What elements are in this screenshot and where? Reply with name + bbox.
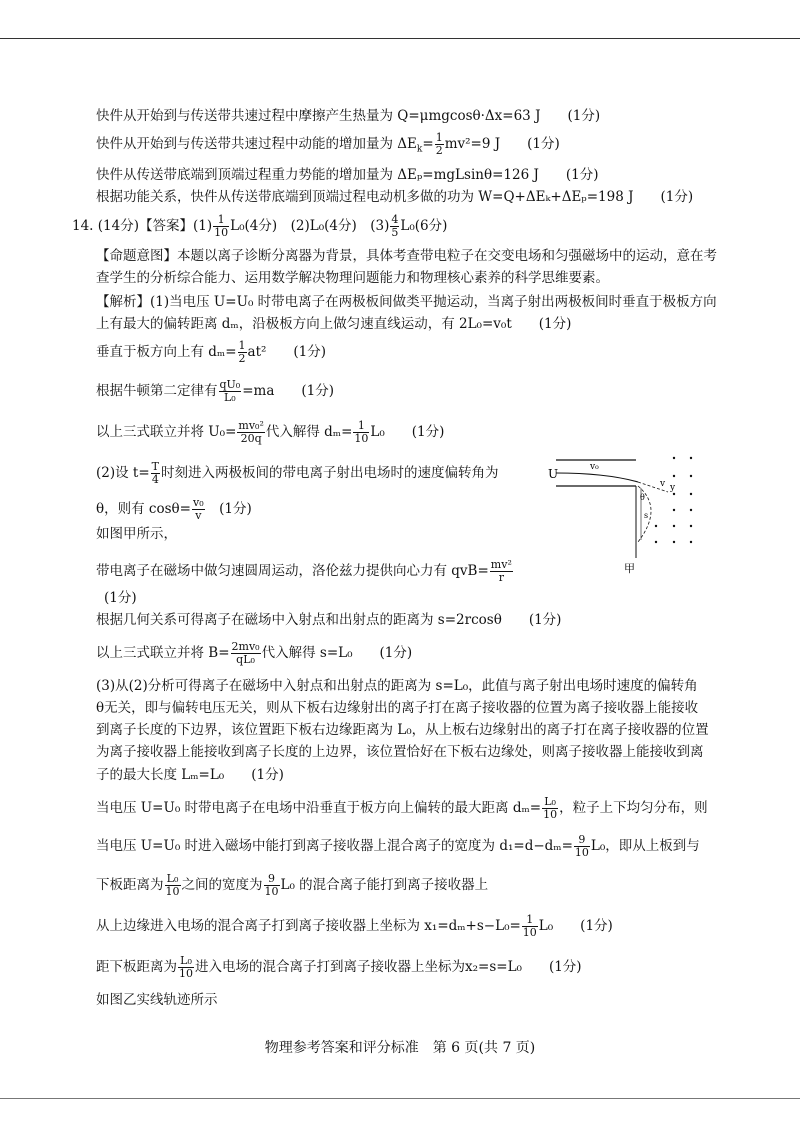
analysis-line: 到离子长度的下边界，该位置距下板右边缘距离为 L₀，从上板右边缘射出的离子打在离子接收器的位置 bbox=[96, 722, 709, 738]
page-footer: 物理参考答案和评分标准 第 6 页(共 7 页) bbox=[264, 1040, 536, 1056]
analysis-line: 根据牛顿第二定律有 $\frac{\text{qU₀}}{\text{L₀}}$ =ma (1分) bbox=[96, 378, 335, 404]
fraction: $\frac{\text{mv²}}{r}$ bbox=[490, 558, 512, 584]
answer-line: 根据功能关系，快件从传送带底端到顶端过程电动机多做的功为 W=Q+ΔEₖ+ΔEₚ=198 J (1分) bbox=[96, 189, 694, 205]
theta-label: θ bbox=[640, 493, 645, 502]
figure-caption: 甲 bbox=[624, 562, 635, 575]
magnetic-field-dots bbox=[655, 457, 692, 543]
top-rule bbox=[0, 38, 800, 39]
answer-line: 快件从开始到与传送带共速过程中摩擦产生热量为 Q=μmgcosθ·Δx=63 J (1分) bbox=[96, 108, 601, 124]
fraction: $\frac{1}{10}$ bbox=[522, 913, 537, 939]
analysis-line: (1分) bbox=[104, 590, 137, 606]
v-label: v bbox=[660, 479, 666, 489]
analysis-line: 子的最大长度 Lₘ=L₀ (1分) bbox=[96, 767, 284, 783]
analysis-line: 以上三式联立并将 U₀= $\frac{\text{mv₀²}}{20q}$ 代入解得 dₘ= $\frac{1}{10}$ L₀ (1分) bbox=[96, 419, 445, 445]
fraction: $\frac{1}{2}$ bbox=[238, 339, 246, 365]
analysis-line: 下板距离为 $\frac{\text{L₀}}{10}$ 之间的宽度为 $\frac{9}{10}$ L₀ 的混合离子能打到离子接收器上 bbox=[96, 872, 489, 898]
analysis-line: 根据几何关系可得离子在磁场中入射点和出射点的距离为 s=2rcosθ (1分) bbox=[96, 612, 562, 628]
analysis-line: 【解析】(1)当电压 U=U₀ 时带电离子在两极板间做类平抛运动，当离子射出两极板间时垂直于极板方向 bbox=[96, 294, 717, 310]
analysis-line: 如图甲所示， bbox=[96, 526, 177, 542]
fraction: $\frac{9}{10}$ bbox=[264, 872, 279, 898]
analysis-line: 垂直于板方向上有 dₘ= $\frac{1}{2}$ at² (1分) bbox=[96, 339, 327, 365]
intent-line: 【命题意图】本题以离子诊断分离器为背景，具体考查带电粒子在交变电场和匀强磁场中的运动，意在考 bbox=[96, 248, 717, 264]
ion-trajectory bbox=[556, 473, 638, 482]
fraction: $\frac{\text{qU₀}}{\text{L₀}}$ bbox=[219, 378, 241, 404]
fraction: $\frac{\text{mv₀²}}{20q}$ bbox=[238, 419, 264, 445]
analysis-line: 以上三式联立并将 B= $\frac{\text{2mv₀}}{\text{qL₀}}$ 代入解得 s=L₀ (1分) bbox=[96, 640, 413, 666]
answer-line: 快件从开始到与传送带共速过程中动能的增加量为 $\Delta E_k=$ $\frac{1}{2}$ mv²=9 J (1分) bbox=[96, 131, 560, 157]
analysis-line: 当电压 U=U₀ 时进入磁场中能打到离子接收器上混合离子的宽度为 d₁=d−dₘ= $\frac{9}{10}$ L₀，即从上板到与 bbox=[96, 833, 700, 859]
v0-label: v₀ bbox=[590, 462, 599, 472]
s-label: s bbox=[644, 511, 649, 520]
analysis-line: (2)设 t= $\frac{T}{4}$ 时刻进入两极板间的带电离子射出电场时的速度偏转角为 bbox=[96, 460, 499, 486]
fraction: $\frac{1}{10}$ bbox=[354, 419, 369, 445]
intent-line: 查学生的分析综合能力、运用数学解决物理问题能力和物理核心素养的科学思维要素。 bbox=[96, 270, 609, 286]
fraction: $\frac{4}{5}$ bbox=[391, 213, 399, 239]
u-label: U bbox=[548, 467, 559, 481]
analysis-line: 从上边缘进入电场的混合离子打到离子接收器上坐标为 x₁=dₘ+s−L₀= $\frac{1}{10}$ L₀ (1分) bbox=[96, 913, 613, 939]
question-answer-line: 14. (14分)【答案】(1) $\frac{1}{10}$ L₀(4分) (2)L₀(4分) (3) $\frac{4}{5}$ L₀(6分) bbox=[72, 213, 448, 239]
analysis-line: (3)从(2)分析可得离子在磁场中入射点和出射点的距离为 s=L₀，此值与离子射出电场时速度的偏转角 bbox=[96, 678, 698, 694]
fraction: $\frac{9}{10}$ bbox=[574, 833, 589, 859]
figure-jia bbox=[546, 446, 706, 576]
analysis-line: θ，则有 cosθ= $\frac{\text{v₀}}{v}$ (1分) bbox=[96, 496, 252, 522]
analysis-line: 为离子接收器上能接收到离子长度的上边界，该位置恰好在下板右边缘处，则离子接收器上能接收到离 bbox=[96, 744, 704, 760]
y-label: y bbox=[670, 483, 676, 493]
fraction: $\frac{\text{L₀}}{10}$ bbox=[543, 795, 558, 821]
analysis-line: 当电压 U=U₀ 时带电离子在电场中沿垂直于板方向上偏转的最大距离 dₘ= $\frac{\text{L₀}}{10}$ ，粒子上下均匀分布，则 bbox=[96, 795, 708, 821]
fraction: $\frac{\text{v₀}}{v}$ bbox=[192, 496, 204, 522]
bottom-rule bbox=[0, 1098, 800, 1099]
answer-line: 快件从传送带底端到顶端过程重力势能的增加量为 ΔEₚ=mgLsinθ=126 J (1分) bbox=[96, 167, 599, 183]
analysis-line: 如图乙实线轨迹所示 bbox=[96, 992, 218, 1008]
analysis-line: 带电离子在磁场中做匀速圆周运动，洛伦兹力提供向心力有 qvB= $\frac{\text{mv²}}{r}$ bbox=[96, 558, 512, 584]
fraction: $\frac{\text{L₀}}{10}$ bbox=[179, 954, 193, 980]
fraction: $\frac{1}{2}$ bbox=[435, 131, 443, 157]
analysis-line: 距下板距离为 $\frac{\text{L₀}}{10}$ 进入电场的混合离子打到离子接收器上坐标为x₂=s=L₀ (1分) bbox=[96, 954, 582, 980]
analysis-line: θ无关，即与偏转电压无关，则从下板右边缘射出的离子打在离子接收器的位置为离子接收器上能接收 bbox=[96, 700, 699, 716]
fraction: $\frac{T}{4}$ bbox=[151, 460, 159, 486]
fraction: $\frac{\text{L₀}}{10}$ bbox=[165, 872, 180, 898]
fraction: $\frac{\text{2mv₀}}{\text{qL₀}}$ bbox=[231, 640, 260, 666]
fraction: $\frac{1}{10}$ bbox=[214, 213, 229, 239]
analysis-line: 上有最大的偏转距离 dₘ，沿极板方向上做匀速直线运动，有 2L₀=v₀t (1分) bbox=[96, 316, 572, 332]
